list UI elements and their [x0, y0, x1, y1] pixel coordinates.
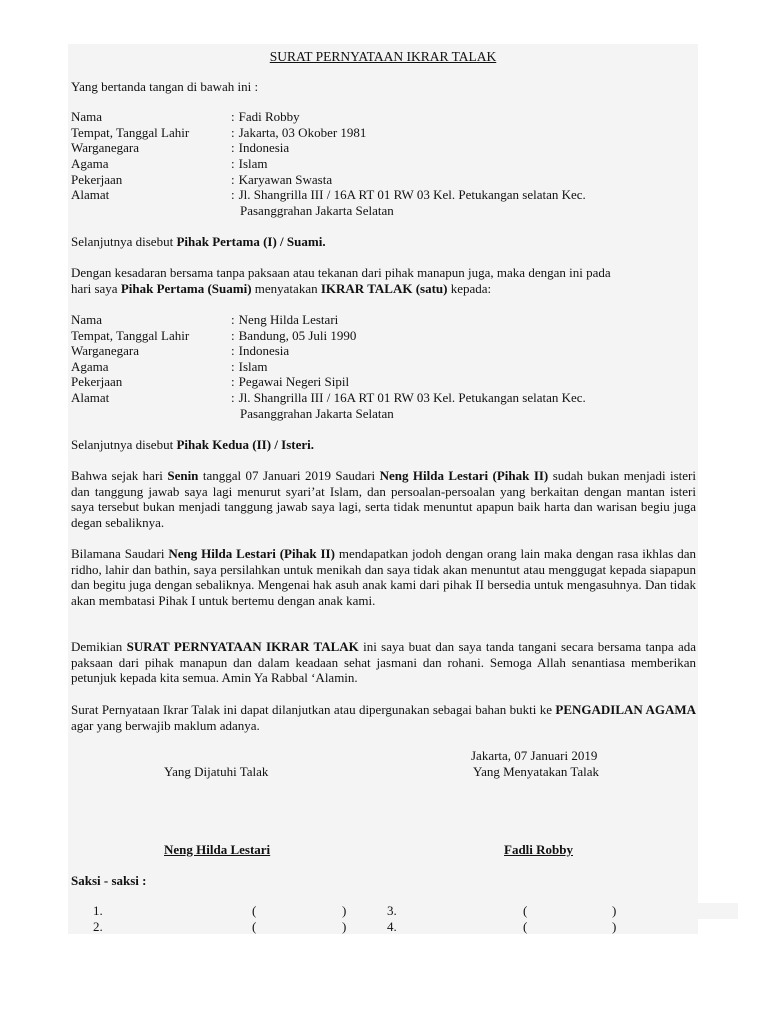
witness-open: (	[252, 903, 257, 918]
party1-alamat: Alamat : Jl. Shangrilla III / 16A RT 01 RW 03 Kel. Petukangan selatan Kec. Pasanggrahan Jakarta Selatan	[71, 187, 696, 219]
field-label: Agama	[71, 359, 109, 374]
party2-agama: Agama : Islam	[71, 359, 268, 374]
demikian-paragraph: Demikian SURAT PERNYATAAN IKRAR TALAK ini saya buat dan saya tanda tangani secara bersama tanpa ada paksaan dari pihak manapun dan dalam keadaan sehat jasmani dan rohani. Semoga Allah senantiasa memberikan petunjuk kepada kita semua. Amin Ya Rabbal ‘Alamin.	[71, 639, 696, 686]
witness-close: )	[342, 903, 347, 918]
left-signature-label: Yang Dijatuhi Talak	[164, 764, 269, 779]
field-value: Neng Hilda Lestari	[238, 312, 339, 327]
field-value: Islam	[238, 156, 268, 171]
field-value: Indonesia	[238, 140, 290, 155]
field-label: Alamat	[71, 390, 110, 405]
field-label: Warganegara	[71, 140, 140, 155]
witness-number: 2.	[93, 919, 103, 934]
field-label: Nama	[71, 109, 103, 124]
shading-extension	[698, 903, 738, 919]
party2-kerja: Pekerjaan : Pegawai Negeri Sipil	[71, 374, 350, 389]
witness-number: 3.	[387, 903, 397, 918]
field-label: Tempat, Tanggal Lahir	[71, 125, 190, 140]
witness-open: (	[523, 919, 528, 934]
field-value: Jl. Shangrilla III / 16A RT 01 RW 03 Kel. Petukangan selatan Kec.	[238, 390, 586, 405]
document-page	[68, 44, 698, 934]
field-value-cont: Pasanggrahan Jakarta Selatan	[240, 202, 394, 218]
party1-warga: Warganegara : Indonesia	[71, 140, 290, 155]
party1-ttl: Tempat, Tanggal Lahir : Jakarta, 03 Okober 1981	[71, 125, 367, 140]
pihak-pertama-text: Selanjutnya disebut Pihak Pertama (I) / Suami.	[71, 234, 326, 249]
field-value: Karyawan Swasta	[238, 172, 333, 187]
field-label: Warganegara	[71, 343, 140, 358]
saksi-label: Saksi - saksi :	[71, 873, 147, 888]
field-value: Pegawai Negeri Sipil	[238, 374, 350, 389]
right-signature-label: Yang Menyatakan Talak	[473, 764, 600, 779]
document-title: SURAT PERNYATAAN IKRAR TALAK	[269, 49, 497, 64]
pihak-kedua-text: Selanjutnya disebut Pihak Kedua (II) / Isteri.	[71, 437, 315, 452]
field-label: Tempat, Tanggal Lahir	[71, 328, 190, 343]
witness-number: 4.	[387, 919, 397, 934]
bahwa-paragraph: Bahwa sejak hari Senin tanggal 07 Januari 2019 Saudari Neng Hilda Lestari (Pihak II) sudah bukan menjadi isteri dan tanggung jawab saya lagi menurut syari’at Islam, dan persoalan-persoalan yang berkaitan dengan mantan isteri saya tersebut bukan menjadi tanggung jawab saya lagi, serta tidak menuntut apapun baik harta dan warisan begiu juga degan sebaliknya.	[71, 468, 696, 530]
field-label: Nama	[71, 312, 103, 327]
kesadaran-paragraph: Dengan kesadaran bersama tanpa paksaan atau tekanan dari pihak manapun juga, maka dengan ini pada hari saya Pihak Pertama (Suami) menyatakan IKRAR TALAK (satu) kepada:	[71, 265, 611, 296]
witness-close: )	[612, 919, 617, 934]
witness-close: )	[612, 903, 617, 918]
field-value: Jl. Shangrilla III / 16A RT 01 RW 03 Kel. Petukangan selatan Kec.	[238, 187, 586, 202]
witness-row	[68, 919, 698, 935]
witness-row	[68, 903, 698, 919]
party2-nama: Nama : Neng Hilda Lestari	[71, 312, 339, 327]
witness-open: (	[523, 903, 528, 918]
witness-close: )	[342, 919, 347, 934]
field-value: Indonesia	[238, 343, 290, 358]
field-value: Fadi Robby	[238, 109, 300, 124]
party1-kerja: Pekerjaan : Karyawan Swasta	[71, 172, 333, 187]
right-signature-name: Fadli Robby	[504, 842, 573, 857]
party1-agama: Agama : Islam	[71, 156, 268, 171]
left-signature-name: Neng Hilda Lestari	[164, 842, 271, 857]
field-label: Pekerjaan	[71, 172, 123, 187]
bilamana-paragraph: Bilamana Saudari Neng Hilda Lestari (Pihak II) mendapatkan jodoh dengan orang lain maka dengan rasa ikhlas dan ridho, lahir dan bathin, saya persilahkan untuk menikah dan saya tidak akan menuntut atau menggugat kepada siapapun dan begitu juga dengan sebaliknya. Mengenai hak asuh anak kami dari pihak II bersedia untuk mengasuhnya. Dan tidak akan membatasi Pihak I untuk bertemu dengan anak kami.	[71, 546, 696, 608]
field-label: Pekerjaan	[71, 374, 123, 389]
party2-ttl: Tempat, Tanggal Lahir : Bandung, 05 Juli 1990	[71, 328, 357, 343]
field-value: Islam	[238, 359, 268, 374]
field-label: Alamat	[71, 187, 110, 202]
surat-paragraph: Surat Pernyataan Ikrar Talak ini dapat dilanjutkan atau dipergunakan sebagai bahan bukti ke PENGADILAN AGAMA agar yang berwajib maklum adanya.	[71, 702, 696, 733]
field-value: Jakarta, 03 Okober 1981	[238, 125, 367, 140]
field-value: Bandung, 05 Juli 1990	[238, 328, 357, 343]
party2-warga: Warganegara : Indonesia	[71, 343, 290, 358]
witness-open: (	[252, 919, 257, 934]
party2-alamat: Alamat : Jl. Shangrilla III / 16A RT 01 RW 03 Kel. Petukangan selatan Kec. Pasanggrahan Jakarta Selatan	[71, 390, 696, 422]
field-label: Agama	[71, 156, 109, 171]
intro-text: Yang bertanda tangan di bawah ini :	[71, 79, 259, 94]
field-value-cont: Pasanggrahan Jakarta Selatan	[240, 405, 394, 421]
party1-nama: Nama : Fadi Robby	[71, 109, 300, 124]
witness-number: 1.	[93, 903, 103, 918]
place-date: Jakarta, 07 Januari 2019	[471, 748, 598, 763]
